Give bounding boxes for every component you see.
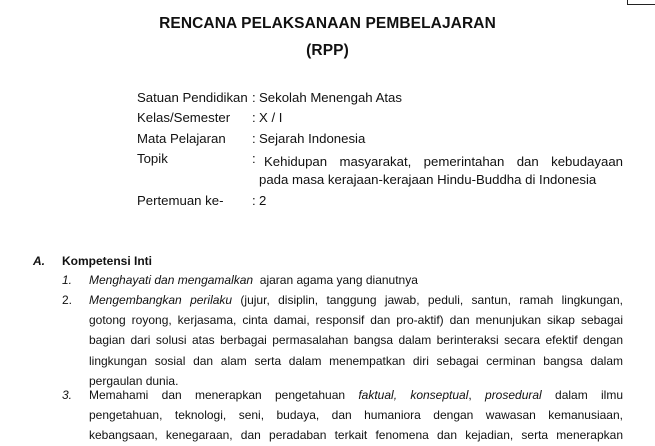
list-item-line: pergaulan dunia.	[89, 373, 179, 388]
list-item-emphasis: Menghayati dan mengamalkan	[89, 273, 254, 287]
list-item-line	[89, 385, 623, 405]
list-item-line: gotong royong, kerjasama, cinta damai, responsif dan pro-aktif) dan menunjukan sikap sebagai	[89, 313, 623, 328]
list-number: 1.	[62, 273, 73, 287]
meta-colon-mapel: :	[252, 131, 256, 146]
list-item-text: ,	[468, 388, 486, 402]
meta-colon-topik: :	[252, 151, 256, 166]
meta-label-mapel: Mata Pelajaran	[137, 131, 226, 146]
list-item-emphasis: Mengembangkan perilaku	[89, 293, 233, 307]
list-item	[89, 270, 623, 290]
list-item-text: dalam ilmu	[541, 388, 623, 402]
meta-label-topik: Topik	[137, 151, 168, 166]
list-item-text: Memahami dan menerapkan pengetahuan	[89, 388, 359, 402]
meta-value-pertemuan: 2	[259, 193, 267, 208]
page-corner-rule-horizontal	[627, 4, 655, 5]
list-item-line: lingkungan sosial dan alam serta dalam menempatkan diri sebagai cerminan bangsa dalam	[89, 353, 623, 368]
meta-value-mapel: Sejarah Indonesia	[259, 131, 366, 146]
list-number: 2.	[62, 293, 73, 307]
meta-value-topik-line1: Kehidupan masyarakat, pemerintahan dan kebudayaan	[264, 154, 623, 169]
section-title: Kompetensi Inti	[62, 254, 153, 268]
list-item-line: pengetahuan, teknologi, seni, budaya, dan humaniora dengan wawasan kemanusiaan,	[89, 408, 623, 423]
meta-colon-pertemuan: :	[252, 193, 256, 208]
meta-label-pertemuan: Pertemuan ke-	[137, 193, 224, 208]
meta-colon-satuan: :	[252, 90, 256, 105]
document-title: RENCANA PELAKSANAAN PEMBELAJARAN	[159, 15, 496, 32]
list-item-text: (jujur, disiplin, tanggung jawab, peduli, santun, ramah lingkungan,	[232, 293, 623, 307]
list-item-text: ajaran agama yang dianutnya	[253, 273, 418, 287]
meta-value-satuan: Sekolah Menengah Atas	[259, 90, 402, 105]
list-item-line: bagian dari solusi atas berbagai permasalahan bangsa dalam berinteraksi secara efektif dengan	[89, 333, 623, 348]
list-number: 3.	[62, 388, 73, 402]
document-subtitle: (RPP)	[306, 42, 349, 59]
list-item-line: kebangsaan, kenegaraan, dan peradaban terkait fenomena dan kejadian, serta menerapkan	[89, 428, 623, 443]
meta-label-kelas: Kelas/Semester	[137, 110, 231, 125]
list-item	[89, 385, 623, 446]
meta-value-topik-line2: pada masa kerajaan-kerajaan Hindu-Buddha di Indonesia	[259, 172, 597, 187]
meta-colon-kelas: :	[252, 110, 256, 125]
section-letter: A.	[33, 254, 45, 268]
list-item	[89, 290, 623, 391]
list-item-line	[89, 270, 623, 290]
meta-value-kelas: X / I	[259, 110, 283, 125]
meta-label-satuan: Satuan Pendidikan	[137, 90, 248, 105]
list-item-emphasis: prosedural	[485, 388, 542, 402]
list-item-line	[89, 290, 623, 310]
list-item-emphasis: faktual, konseptual	[358, 388, 469, 402]
